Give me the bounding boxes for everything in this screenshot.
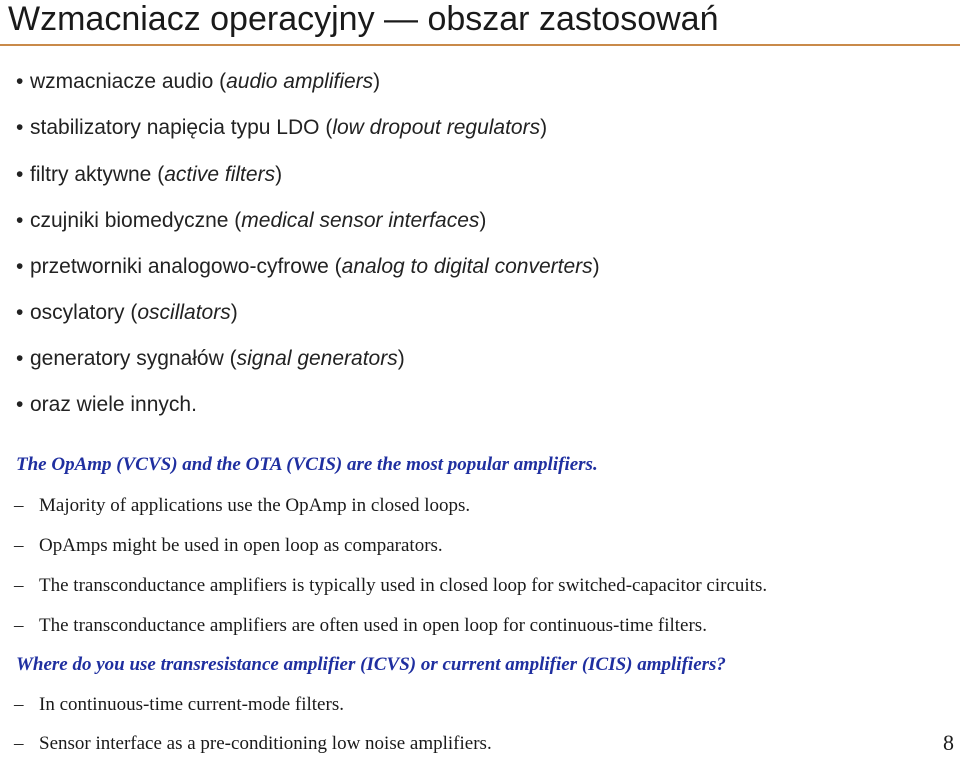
list-item: • wzmacniacze audio (audio amplifiers)	[16, 70, 381, 93]
dash-marker: –	[14, 495, 24, 516]
list-item: • filtry aktywne (active filters)	[16, 163, 283, 186]
slide-title: Wzmacniacz operacyjny — obszar zastosowań	[8, 0, 719, 38]
bullet-dot: •	[16, 116, 24, 139]
bullet-dot: •	[16, 70, 24, 93]
title-underline	[0, 44, 960, 46]
question-note: Where do you use transresistance amplifier (ICVS) or current amplifier (ICIS) amplifiers?	[16, 654, 726, 675]
dash-marker: –	[14, 694, 24, 715]
dash-marker: –	[14, 733, 24, 754]
list-item: – The transconductance amplifiers is typically used in closed loop for switched-capacitor circuits.	[14, 575, 768, 596]
dash-marker: –	[14, 575, 24, 596]
list-item: • czujniki biomedyczne (medical sensor interfaces)	[16, 209, 487, 232]
bullet-dot: •	[16, 393, 24, 416]
list-item: • oraz wiele innych.	[16, 393, 197, 416]
bullet-dot: •	[16, 255, 24, 278]
list-item: – OpAmps might be used in open loop as comparators.	[14, 535, 443, 556]
list-item: • stabilizatory napięcia typu LDO (low dropout regulators)	[16, 116, 548, 139]
list-item: – In continuous-time current-mode filters.	[14, 694, 344, 715]
list-item: • przetworniki analogowo-cyfrowe (analog to digital converters)	[16, 255, 600, 278]
list-item: – Majority of applications use the OpAmp in closed loops.	[14, 495, 471, 516]
list-item: – The transconductance amplifiers are often used in open loop for continuous-time filters.	[14, 615, 707, 636]
page-number: 8	[943, 730, 954, 755]
bullet-dot: •	[16, 301, 24, 324]
list-item: • generatory sygnałów (signal generators)	[16, 347, 405, 370]
list-item: • oscylatory (oscillators)	[16, 301, 238, 324]
dash-marker: –	[14, 615, 24, 636]
bullet-dot: •	[16, 347, 24, 370]
bullet-dot: •	[16, 209, 24, 232]
opamp-ota-note: The OpAmp (VCVS) and the OTA (VCIS) are the most popular amplifiers.	[16, 454, 598, 475]
dash-marker: –	[14, 535, 24, 556]
list-item: – Sensor interface as a pre-conditioning low noise amplifiers.	[14, 733, 492, 754]
bullet-dot: •	[16, 163, 24, 186]
